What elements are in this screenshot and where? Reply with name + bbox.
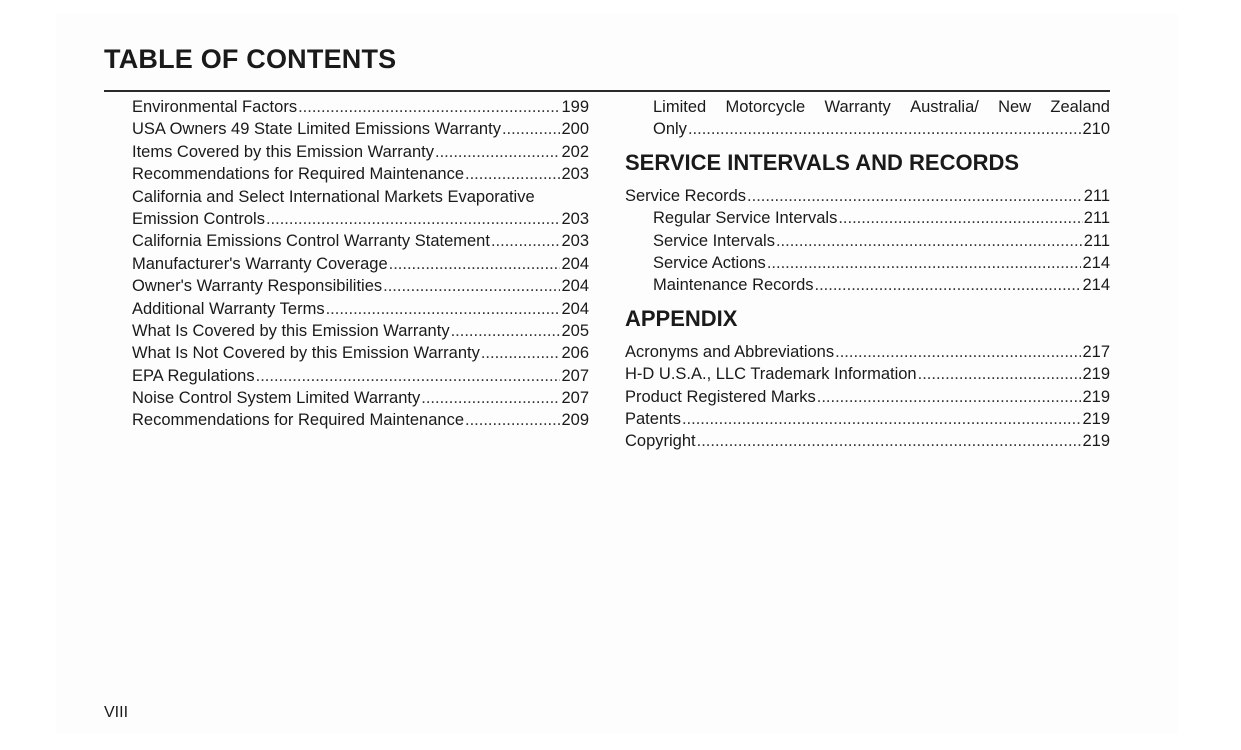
toc-entry-page: 205 [561,321,589,340]
toc-entry-title: What Is Not Covered by this Emission Warranty [132,344,480,363]
toc-entry-page: 203 [561,232,589,251]
toc-entry[interactable] [132,230,589,252]
toc-entry-title: Service Records [625,186,747,205]
toc-entry-line1[interactable] [132,186,589,208]
toc-entry[interactable] [625,207,1110,229]
toc-entry-page: 219 [1082,409,1110,428]
toc-entry[interactable] [625,118,1110,140]
toc-entry[interactable] [625,185,1110,207]
toc-entry-title: Patents [625,409,681,428]
dot-leader [465,163,560,185]
toc-entry-page: 206 [561,344,589,363]
toc-entry[interactable] [132,208,589,230]
dot-leader [918,363,1082,385]
toc-entry-page: 210 [1082,120,1110,139]
toc-entry-title-line1: California and Select International Markets Evaporative [132,187,535,206]
title-rule [104,90,1110,92]
dot-leader [747,185,1083,207]
toc-entry-title: What Is Covered by this Emission Warranty [132,321,450,340]
toc-entry-page: 200 [561,120,589,139]
dot-leader [502,118,561,140]
dot-leader [682,408,1082,430]
toc-entry[interactable] [132,365,589,387]
toc-entry-page: 214 [1082,276,1110,295]
toc-entry[interactable] [132,118,589,140]
toc-entry[interactable] [625,230,1110,252]
dot-leader [688,118,1082,140]
toc-entry[interactable] [625,386,1110,408]
toc-entry-page: 204 [561,254,589,273]
toc-entry-title: Copyright [625,432,696,451]
toc-entry-page: 209 [561,411,589,430]
toc-entry-title: Environmental Factors [132,98,298,116]
toc-entry[interactable] [625,252,1110,274]
dot-leader [465,409,560,431]
toc-entry-title: Recommendations for Required Maintenance [132,165,465,184]
toc-entry-title: Maintenance Records [653,276,814,295]
toc-entry-page: 219 [1082,432,1110,451]
toc-right-column [625,96,1110,453]
toc-entry-title: Owner's Warranty Responsibilities [132,277,383,296]
toc-entry-title: Acronyms and Abbreviations [625,342,835,361]
toc-entry-page: 219 [1082,387,1110,406]
dot-leader [838,207,1082,229]
dot-leader [421,387,560,409]
dot-leader [491,230,561,252]
toc-entry-page: 199 [561,98,589,116]
toc-word: New [998,98,1032,116]
toc-entry-title: EPA Regulations [132,366,255,385]
dot-leader [451,320,561,342]
toc-entry-title: Recommendations for Required Maintenance [132,411,465,430]
dot-leader [776,230,1083,252]
dot-leader [835,341,1081,363]
toc-entry-title: Product Registered Marks [625,387,816,406]
dot-leader [266,208,561,230]
toc-left-column [132,96,589,432]
dot-leader [817,386,1082,408]
page-title: TABLE OF CONTENTS [104,44,397,74]
toc-entry-title: H-D U.S.A., LLC Trademark Information [625,365,917,384]
toc-word: Warranty [824,98,891,116]
toc-entry[interactable] [132,96,589,118]
dot-leader [383,275,560,297]
toc-entry-page: 202 [561,142,589,161]
dot-leader [435,141,560,163]
toc-word: Limited [653,98,707,116]
toc-entry-title: Additional Warranty Terms [132,299,325,318]
toc-entry[interactable] [132,141,589,163]
toc-entry[interactable] [132,320,589,342]
dot-leader [389,253,561,275]
toc-entry-title-line2: Emission Controls [132,209,265,228]
toc-entry-page: 204 [561,299,589,318]
toc-entry-page: 214 [1082,253,1110,272]
toc-entry[interactable] [132,275,589,297]
dot-leader [298,96,560,118]
toc-entry-title: USA Owners 49 State Limited Emissions Warranty [132,120,501,139]
toc-entry[interactable] [132,298,589,320]
toc-entry[interactable] [625,408,1110,430]
toc-entry-page: 211 [1083,186,1110,205]
section-heading-appendix: APPENDIX [625,305,738,331]
toc-entry[interactable] [625,430,1110,452]
toc-entry[interactable] [132,342,589,364]
dot-leader [697,430,1082,452]
toc-entry[interactable] [132,409,589,431]
dot-leader [256,365,561,387]
toc-entry-page: 219 [1082,365,1110,384]
toc-entry[interactable] [625,363,1110,385]
dot-leader [326,298,561,320]
toc-word: Australia/ [910,98,979,116]
toc-entry-title: Regular Service Intervals [653,209,838,228]
toc-entry[interactable] [132,253,589,275]
toc-entry[interactable] [132,163,589,185]
toc-entry-title: Service Actions [653,253,766,272]
toc-word: Motorcycle [725,98,806,116]
toc-entry-page: 203 [561,209,589,228]
toc-entry-title: Items Covered by this Emission Warranty [132,142,434,161]
toc-entry[interactable] [132,387,589,409]
toc-entry-title: Noise Control System Limited Warranty [132,389,421,408]
toc-entry[interactable] [625,341,1110,363]
toc-entry-page: 204 [561,277,589,296]
toc-entry-title-line2: Only [653,120,687,139]
dot-leader [767,252,1082,274]
dot-leader [815,274,1082,296]
toc-entry-title: California Emissions Control Warranty Statement [132,232,490,251]
dot-leader [481,342,561,364]
toc-entry-page: 207 [561,366,589,385]
toc-entry-page: 211 [1083,209,1110,228]
page-number: VIII [104,704,129,721]
toc-entry-line1[interactable] [625,96,1110,118]
toc-entry-title: Service Intervals [653,231,775,250]
toc-entry-page: 217 [1082,342,1110,361]
toc-entry-title: Manufacturer's Warranty Coverage [132,254,388,273]
toc-entry-page: 211 [1083,231,1110,250]
toc-entry[interactable] [625,274,1110,296]
toc-entry-page: 203 [561,165,589,184]
toc-word: Zealand [1050,98,1110,116]
section-heading-service: SERVICE INTERVALS AND RECORDS [625,149,1020,175]
toc-entry-page: 207 [561,389,589,408]
